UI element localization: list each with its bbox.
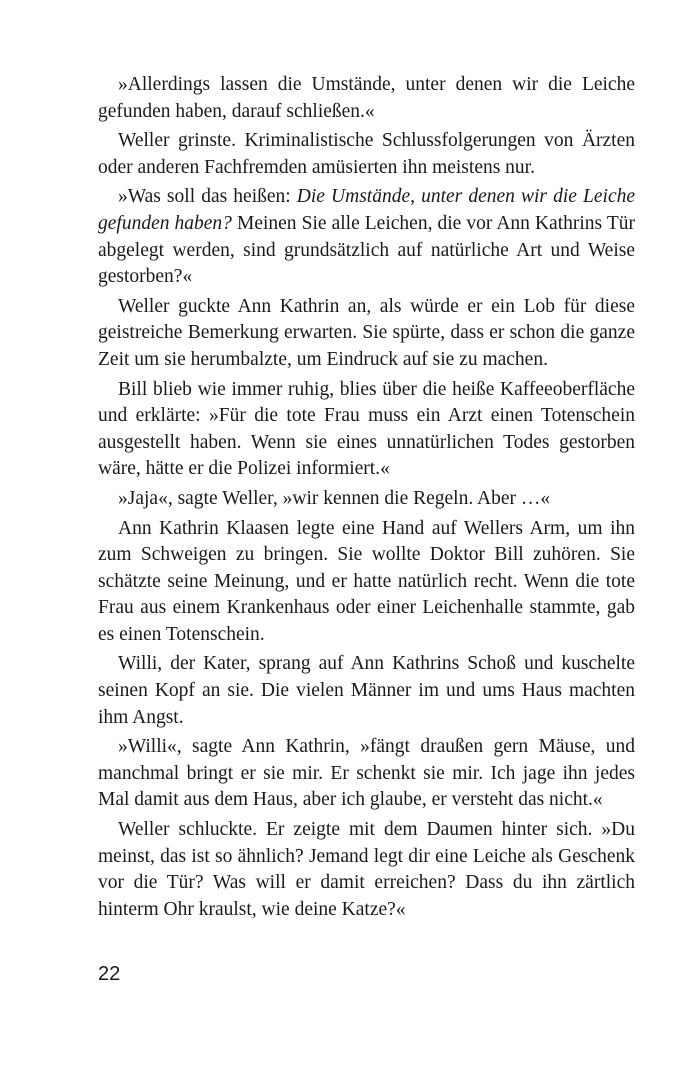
page-number: 22 — [98, 963, 121, 985]
paragraph-5: Bill blieb wie immer ruhig, blies über die heiße Kaffeeoberfläche und erklärte: »Für die tote Frau muss ein Arzt einen Totenschein ausgestellt haben. Wenn sie eines unnatürlichen Todes gestorben wäre, hätte er die Polizei informiert.« — [98, 378, 635, 480]
paragraph-10: Weller schluckte. Er zeigte mit dem Daumen hinter sich. »Du meinst, das ist so ähnlich? Jemand legt dir eine Leiche als Geschenk vor die Tür? Was will er damit erreichen? Dass du ihn zärtlich hinterm Ohr kraulst, wie deine Katze?« — [98, 819, 635, 920]
paragraph-7: Ann Kathrin Klaasen legte eine Hand auf Wellers Arm, um ihn zum Schweigen zu bringen. Sie wollte Doktor Bill zuhören. Sie schätzte seine Meinung, und er hatte natürlich recht. Wenn die tote Frau aus einem Krankenhaus oder einer Leichenhalle stammte, gab es einen Totenschein. — [98, 517, 635, 645]
paragraph-4: Weller guckte Ann Kathrin an, als würde er ein Lob für diese geistreiche Bemerkung erwarten. Sie spürte, dass er schon die ganze Zeit um sie herumbalzte, um Eindruck auf sie zu machen. — [98, 295, 635, 370]
paragraph-1: »Allerdings lassen die Umstände, unter denen wir die Leiche gefunden haben, darauf schließen.« — [98, 74, 635, 122]
paragraph-6: »Jaja«, sagte Weller, »wir kennen die Regeln. Aber …« — [118, 487, 551, 509]
paragraph-9: »Willi«, sagte Ann Kathrin, »fängt draußen gern Mäuse, und manchmal bringt er sie mir. Er schenkt sie mir. Ich jage ihn jedes Mal damit aus dem Haus, aber ich glaube, er versteht das nicht.« — [98, 736, 635, 811]
page-body — [98, 72, 635, 926]
italic-quote: Die Umstände, unter denen wir die Leiche gefunden haben? — [98, 186, 636, 234]
paragraph-3: »Was soll das heißen: Die Umstände, unter denen wir die Leiche gefunden haben? Meinen Sie alle Leichen, die vor Ann Kathrins Tür abgelegt werden, sind grundsätzlich auf natürliche Art und Weise gestorben?« — [98, 186, 636, 288]
paragraph-8: Willi, der Kater, sprang auf Ann Kathrins Schoß und kuschelte seinen Kopf an sie. Die vielen Männer im und ums Haus machten ihm Angst. — [98, 653, 635, 728]
paragraph-2: Weller grinste. Kriminalistische Schlussfolgerungen von Ärzten oder anderen Fachfremden amüsierten ihn meistens nur. — [98, 130, 635, 178]
